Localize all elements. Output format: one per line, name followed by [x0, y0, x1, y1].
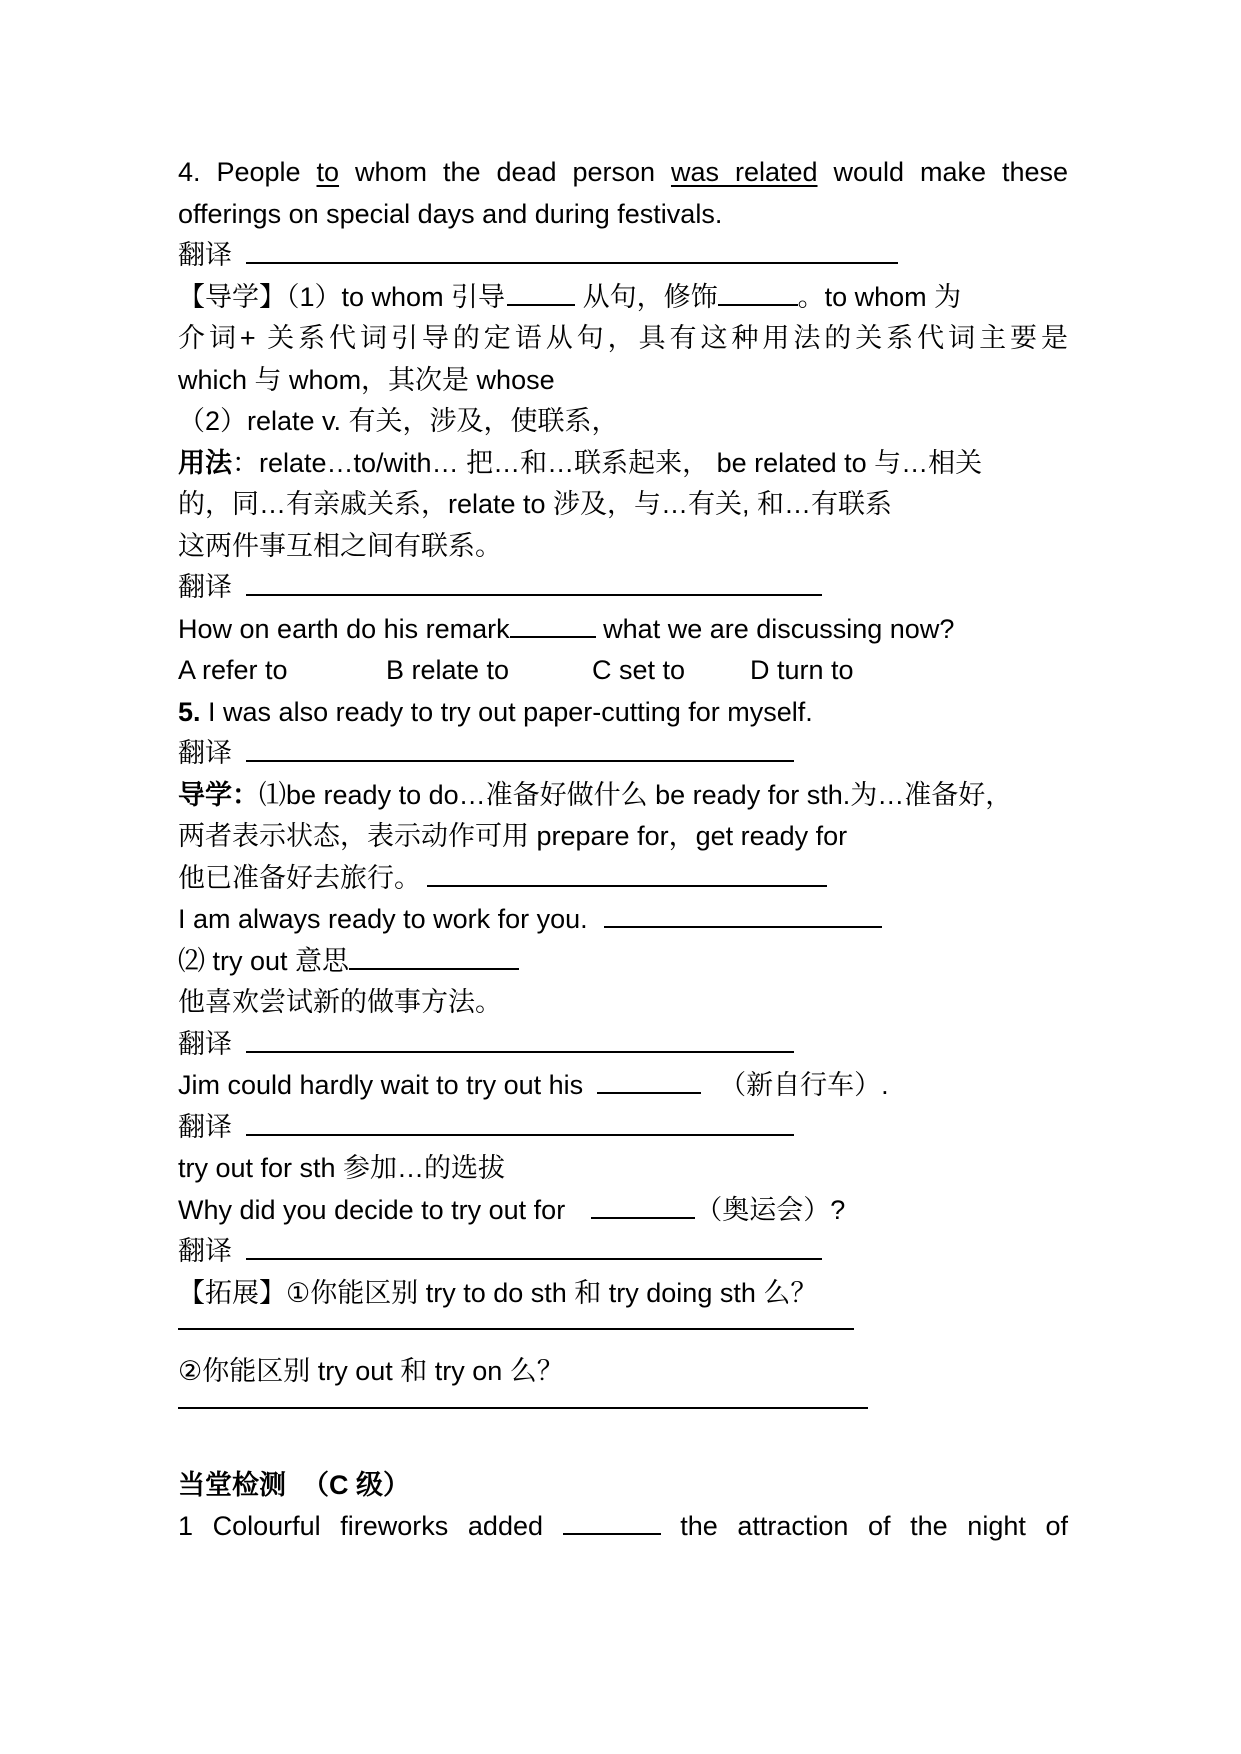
question-blank[interactable] [510, 610, 596, 638]
relate-translate-blank[interactable] [246, 568, 822, 596]
extension-2-answer [178, 1393, 1068, 1439]
q4-translate-row [178, 235, 1068, 277]
ready-example1-blank[interactable] [427, 859, 827, 887]
usage-line2: 的，同…有亲戚关系，relate to 涉及，与…有关, 和…有联系 [178, 489, 893, 519]
q4-guide-line1: 【导学】（1）to whom 引导 从句，修饰 。to whom 为 [178, 277, 1068, 319]
tryout-meaning: ⑵ try out 意思 [178, 941, 1068, 983]
translate-label: 翻译 [178, 1236, 232, 1266]
worksheet-page [178, 152, 1068, 1548]
translate-label: 翻译 [178, 1111, 232, 1142]
q4-sentence-line1: 4. People to whom the dead person was related would make these [178, 157, 1068, 187]
relate-translate-row [178, 567, 1068, 609]
extension-2: ②你能区别 try out 和 try on 么？ [178, 1356, 564, 1386]
q5-guide-line1: 导学：⑴be ready to do…准备好做什么 be ready for sth.为…准备好， [178, 779, 1013, 810]
q5-translate-row [178, 733, 1068, 775]
option-a[interactable]: A refer to [178, 655, 288, 685]
tryout-translate-blank[interactable] [246, 1025, 794, 1053]
usage-line1: 用法：relate…to/with… 把…和…联系起来， be related to 与…相关 [178, 447, 983, 478]
translate-label: 翻译 [178, 572, 232, 602]
relate-definition: （2）relate v. 有关，涉及，使联系， [178, 406, 619, 436]
tryout-example-cn: 他喜欢尝试新的做事方法。 [178, 987, 502, 1017]
q5-number: 5. [178, 696, 201, 727]
translate-label: 翻译 [178, 738, 232, 768]
bike-example: Jim could hardly wait to try out his （新自行车）. [178, 1065, 1068, 1107]
translate-label: 翻译 [178, 1028, 232, 1059]
underlined-was-related: was related [670, 157, 818, 187]
olympics-example: Why did you decide to try out for （奥运会）? [178, 1190, 1068, 1232]
check-q1-blank[interactable] [563, 1507, 661, 1535]
bike-translate-blank[interactable] [246, 1108, 794, 1136]
ready-example2-blank[interactable] [604, 900, 882, 928]
tryout-translate-row [178, 1024, 1068, 1066]
q4-guide-line2: 介词+ 关系代词引导的定语从句，具有这种用法的关系代词主要是 [178, 323, 1068, 353]
bike-blank[interactable] [597, 1066, 701, 1094]
bike-translate-row [178, 1107, 1068, 1149]
q5-guide-line2: 两者表示状态，表示动作可用 prepare for，get ready for [178, 821, 848, 851]
q5-sentence: 5. I was also ready to try out paper-cutting for myself. [178, 696, 813, 727]
extension-2-blank[interactable] [178, 1407, 868, 1409]
ready-example2: I am always ready to work for you. [178, 899, 1068, 941]
tryout-meaning-blank[interactable] [349, 942, 519, 970]
olympics-translate-blank[interactable] [246, 1232, 822, 1260]
q4-guide-line3: which 与 whom，其次是 whose [178, 364, 555, 395]
extension-1-blank[interactable] [178, 1328, 854, 1330]
underlined-to: to [316, 157, 340, 187]
olympics-blank[interactable] [591, 1191, 695, 1219]
relate-question: How on earth do his remark what we are discussing now? [178, 609, 1068, 651]
check-question-1: 1 Colourful fireworks added the attraction of the night of [178, 1506, 1068, 1548]
q4-translate-blank[interactable] [246, 236, 898, 264]
check-section-title: 当堂检测 （C 级） [178, 1469, 410, 1500]
answer-options [178, 650, 1068, 692]
translate-label: 翻译 [178, 240, 232, 270]
option-b[interactable]: B relate to [386, 655, 510, 685]
relate-example-cn: 这两件事互相之间有联系。 [178, 530, 502, 561]
olympics-translate-row [178, 1231, 1068, 1273]
modifies-blank[interactable] [718, 278, 798, 306]
clause-type-blank[interactable] [507, 278, 575, 306]
extension-1-answer [178, 1314, 1068, 1355]
q5-translate-blank[interactable] [246, 734, 794, 762]
extension-1: 【拓展】①你能区别 try to do sth 和 try doing sth 么？ [178, 1277, 818, 1308]
option-c[interactable]: C set to [592, 655, 686, 685]
guide-label: 导学： [178, 779, 259, 810]
usage-label: 用法 [178, 447, 232, 478]
tryout-for-definition: try out for sth 参加…的选拔 [178, 1153, 506, 1183]
q4-sentence-line2: offerings on special days and during festivals. [178, 198, 723, 229]
option-d[interactable]: D turn to [750, 655, 854, 685]
ready-example1: 他已准备好去旅行。 [178, 858, 1068, 900]
